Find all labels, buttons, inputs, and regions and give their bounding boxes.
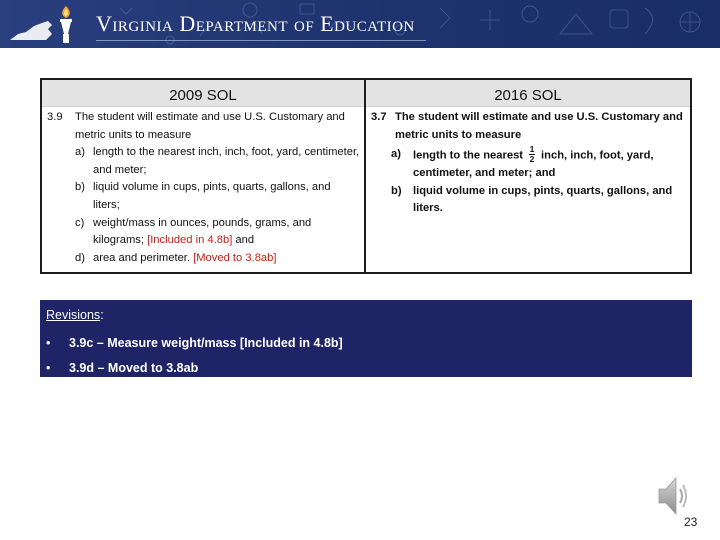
sol-2016-number: 3.7 bbox=[371, 111, 387, 123]
sol-2016-heading: 2016 SOL bbox=[366, 80, 690, 107]
sol-2009-number: 3.9 bbox=[47, 111, 63, 123]
sol-2009-column bbox=[42, 80, 366, 272]
sol-2016-body bbox=[366, 107, 690, 218]
sol-2016-item-b bbox=[371, 183, 686, 218]
sol-2009-heading: 2009 SOL bbox=[42, 80, 364, 107]
sol-2009-intro: The student will estimate and use U.S. Customary and metric units to measure bbox=[75, 111, 345, 141]
revision-text: 3.9c – Measure weight/mass [Included in 4.8b] bbox=[69, 335, 343, 350]
sol-2009-item-c bbox=[47, 215, 360, 250]
header-banner bbox=[0, 0, 720, 48]
sol-2009-body bbox=[42, 107, 364, 267]
page-number: 23 bbox=[684, 515, 698, 529]
revision-note: [Moved to 3.8ab] bbox=[193, 251, 277, 264]
sol-2009-items bbox=[47, 144, 360, 267]
item-text: weight/mass in ounces, pounds, grams, and kilograms; [Included in 4.8b] and bbox=[93, 216, 312, 247]
sol-2009-statement bbox=[47, 109, 360, 144]
item-text: length to the nearest inch, inch, foot, yard, centimeter, and meter; bbox=[93, 146, 360, 176]
revisions-box bbox=[40, 300, 692, 377]
title-underline bbox=[96, 40, 426, 41]
sol-2016-items bbox=[371, 146, 686, 218]
speaker-icon[interactable] bbox=[656, 474, 690, 518]
torch-logo-icon bbox=[52, 4, 80, 44]
revisions-list bbox=[46, 330, 686, 380]
revision-item bbox=[46, 355, 686, 380]
revision-text: 3.9d – Moved to 3.8ab bbox=[69, 360, 199, 375]
page-title: Virginia Department of Education bbox=[96, 11, 415, 36]
item-text: liquid volume in cups, pints, quarts, gallons, and liters; bbox=[93, 181, 331, 211]
sol-2009-item-b bbox=[47, 179, 360, 214]
sol-2016-intro: The student will estimate and use U.S. Customary and metric units to measure bbox=[395, 111, 683, 141]
sol-2016-item-a bbox=[371, 146, 686, 183]
item-label: d) bbox=[75, 251, 85, 264]
item-label: a) bbox=[391, 148, 401, 161]
revision-item bbox=[46, 330, 686, 355]
one-half-fraction: $\frac{1}{2}$ bbox=[529, 144, 535, 165]
bullet-icon: • bbox=[46, 360, 51, 375]
sol-2009-item-a bbox=[47, 144, 360, 179]
sol-2016-statement bbox=[371, 109, 686, 144]
bullet-icon: • bbox=[46, 335, 51, 350]
item-label: b) bbox=[391, 184, 402, 197]
item-label: c) bbox=[75, 216, 85, 229]
virginia-map-icon bbox=[8, 20, 54, 42]
revisions-title: Revisions: bbox=[46, 308, 104, 322]
sol-comparison-table bbox=[40, 78, 692, 274]
sol-2016-column bbox=[366, 80, 690, 272]
item-text: length to the nearest $\frac{1}{2}$ inch, inch, foot, yard, centimeter, and meter; and bbox=[413, 144, 654, 180]
revision-note: [Included in 4.8b] bbox=[147, 234, 233, 247]
sol-2009-item-d bbox=[47, 250, 360, 268]
item-text: area and perimeter. [Moved to 3.8ab] bbox=[93, 251, 277, 264]
item-label: b) bbox=[75, 181, 85, 194]
item-text: liquid volume in cups, pints, quarts, gallons, and liters. bbox=[413, 184, 673, 215]
item-label: a) bbox=[75, 146, 85, 159]
